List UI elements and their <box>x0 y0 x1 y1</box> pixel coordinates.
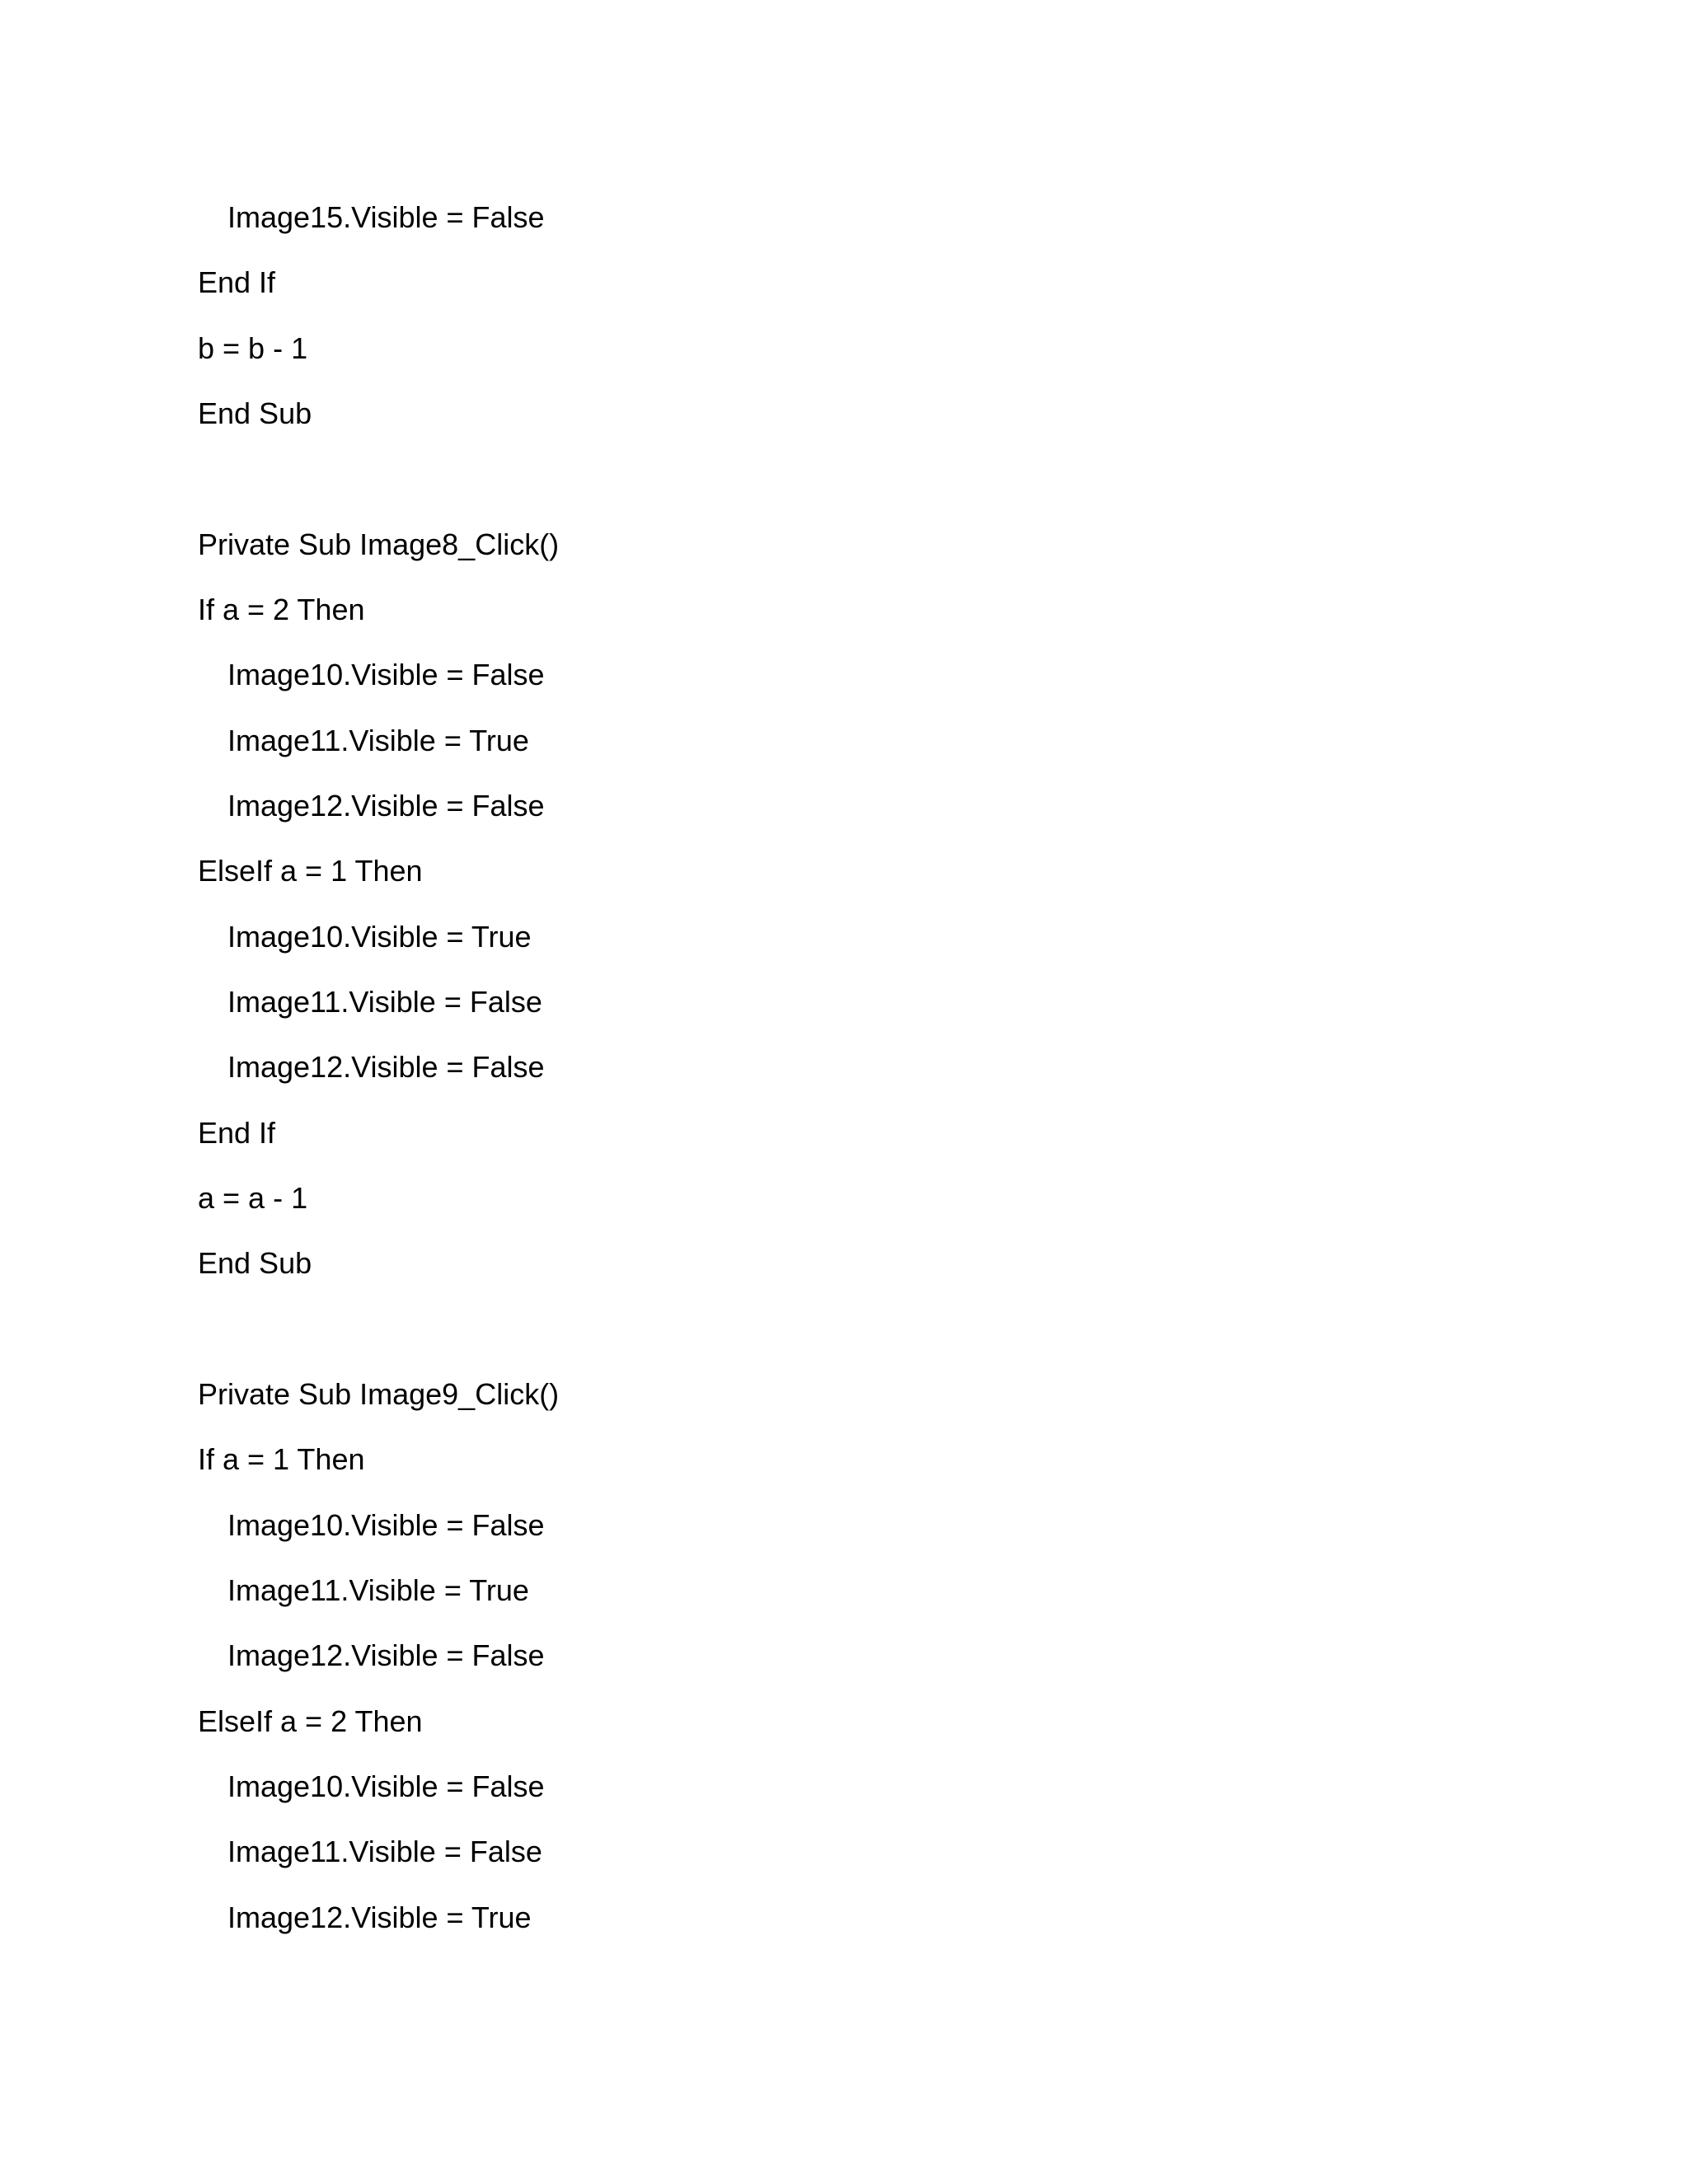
code-line: ElseIf a = 2 Then <box>198 1704 423 1738</box>
code-line: ElseIf a = 1 Then <box>198 854 423 888</box>
code-line: Image11.Visible = True <box>227 723 529 757</box>
code-line: Image12.Visible = False <box>227 1638 545 1673</box>
code-line: Image12.Visible = False <box>227 788 545 823</box>
code-line: Image11.Visible = True <box>227 1572 529 1607</box>
code-line: Image10.Visible = False <box>227 658 545 692</box>
code-line: Image11.Visible = False <box>227 984 542 1019</box>
code-line: b = b - 1 <box>198 330 308 365</box>
code-listing <box>198 194 559 1960</box>
code-line: End If <box>198 1115 276 1150</box>
code-line: Image11.Visible = False <box>227 1835 542 1869</box>
code-line: Image15.Visible = False <box>227 200 545 234</box>
blank-line <box>198 1306 559 1371</box>
code-line: If a = 1 Then <box>198 1442 365 1477</box>
code-line: End Sub <box>198 396 312 430</box>
blank-line <box>198 456 559 521</box>
code-line: Image10.Visible = False <box>227 1769 545 1803</box>
code-line: Image10.Visible = False <box>227 1507 545 1542</box>
code-line: End If <box>198 265 276 300</box>
code-line: Private Sub Image8_Click() <box>198 527 560 561</box>
code-line: Private Sub Image9_Click() <box>198 1376 560 1411</box>
code-line: a = a - 1 <box>198 1180 308 1215</box>
code-line: Image12.Visible = False <box>227 1050 545 1085</box>
code-line: Image10.Visible = True <box>227 919 532 954</box>
code-line: If a = 2 Then <box>198 592 365 626</box>
code-line: End Sub <box>198 1246 312 1281</box>
code-line: Image12.Visible = True <box>227 1900 532 1934</box>
